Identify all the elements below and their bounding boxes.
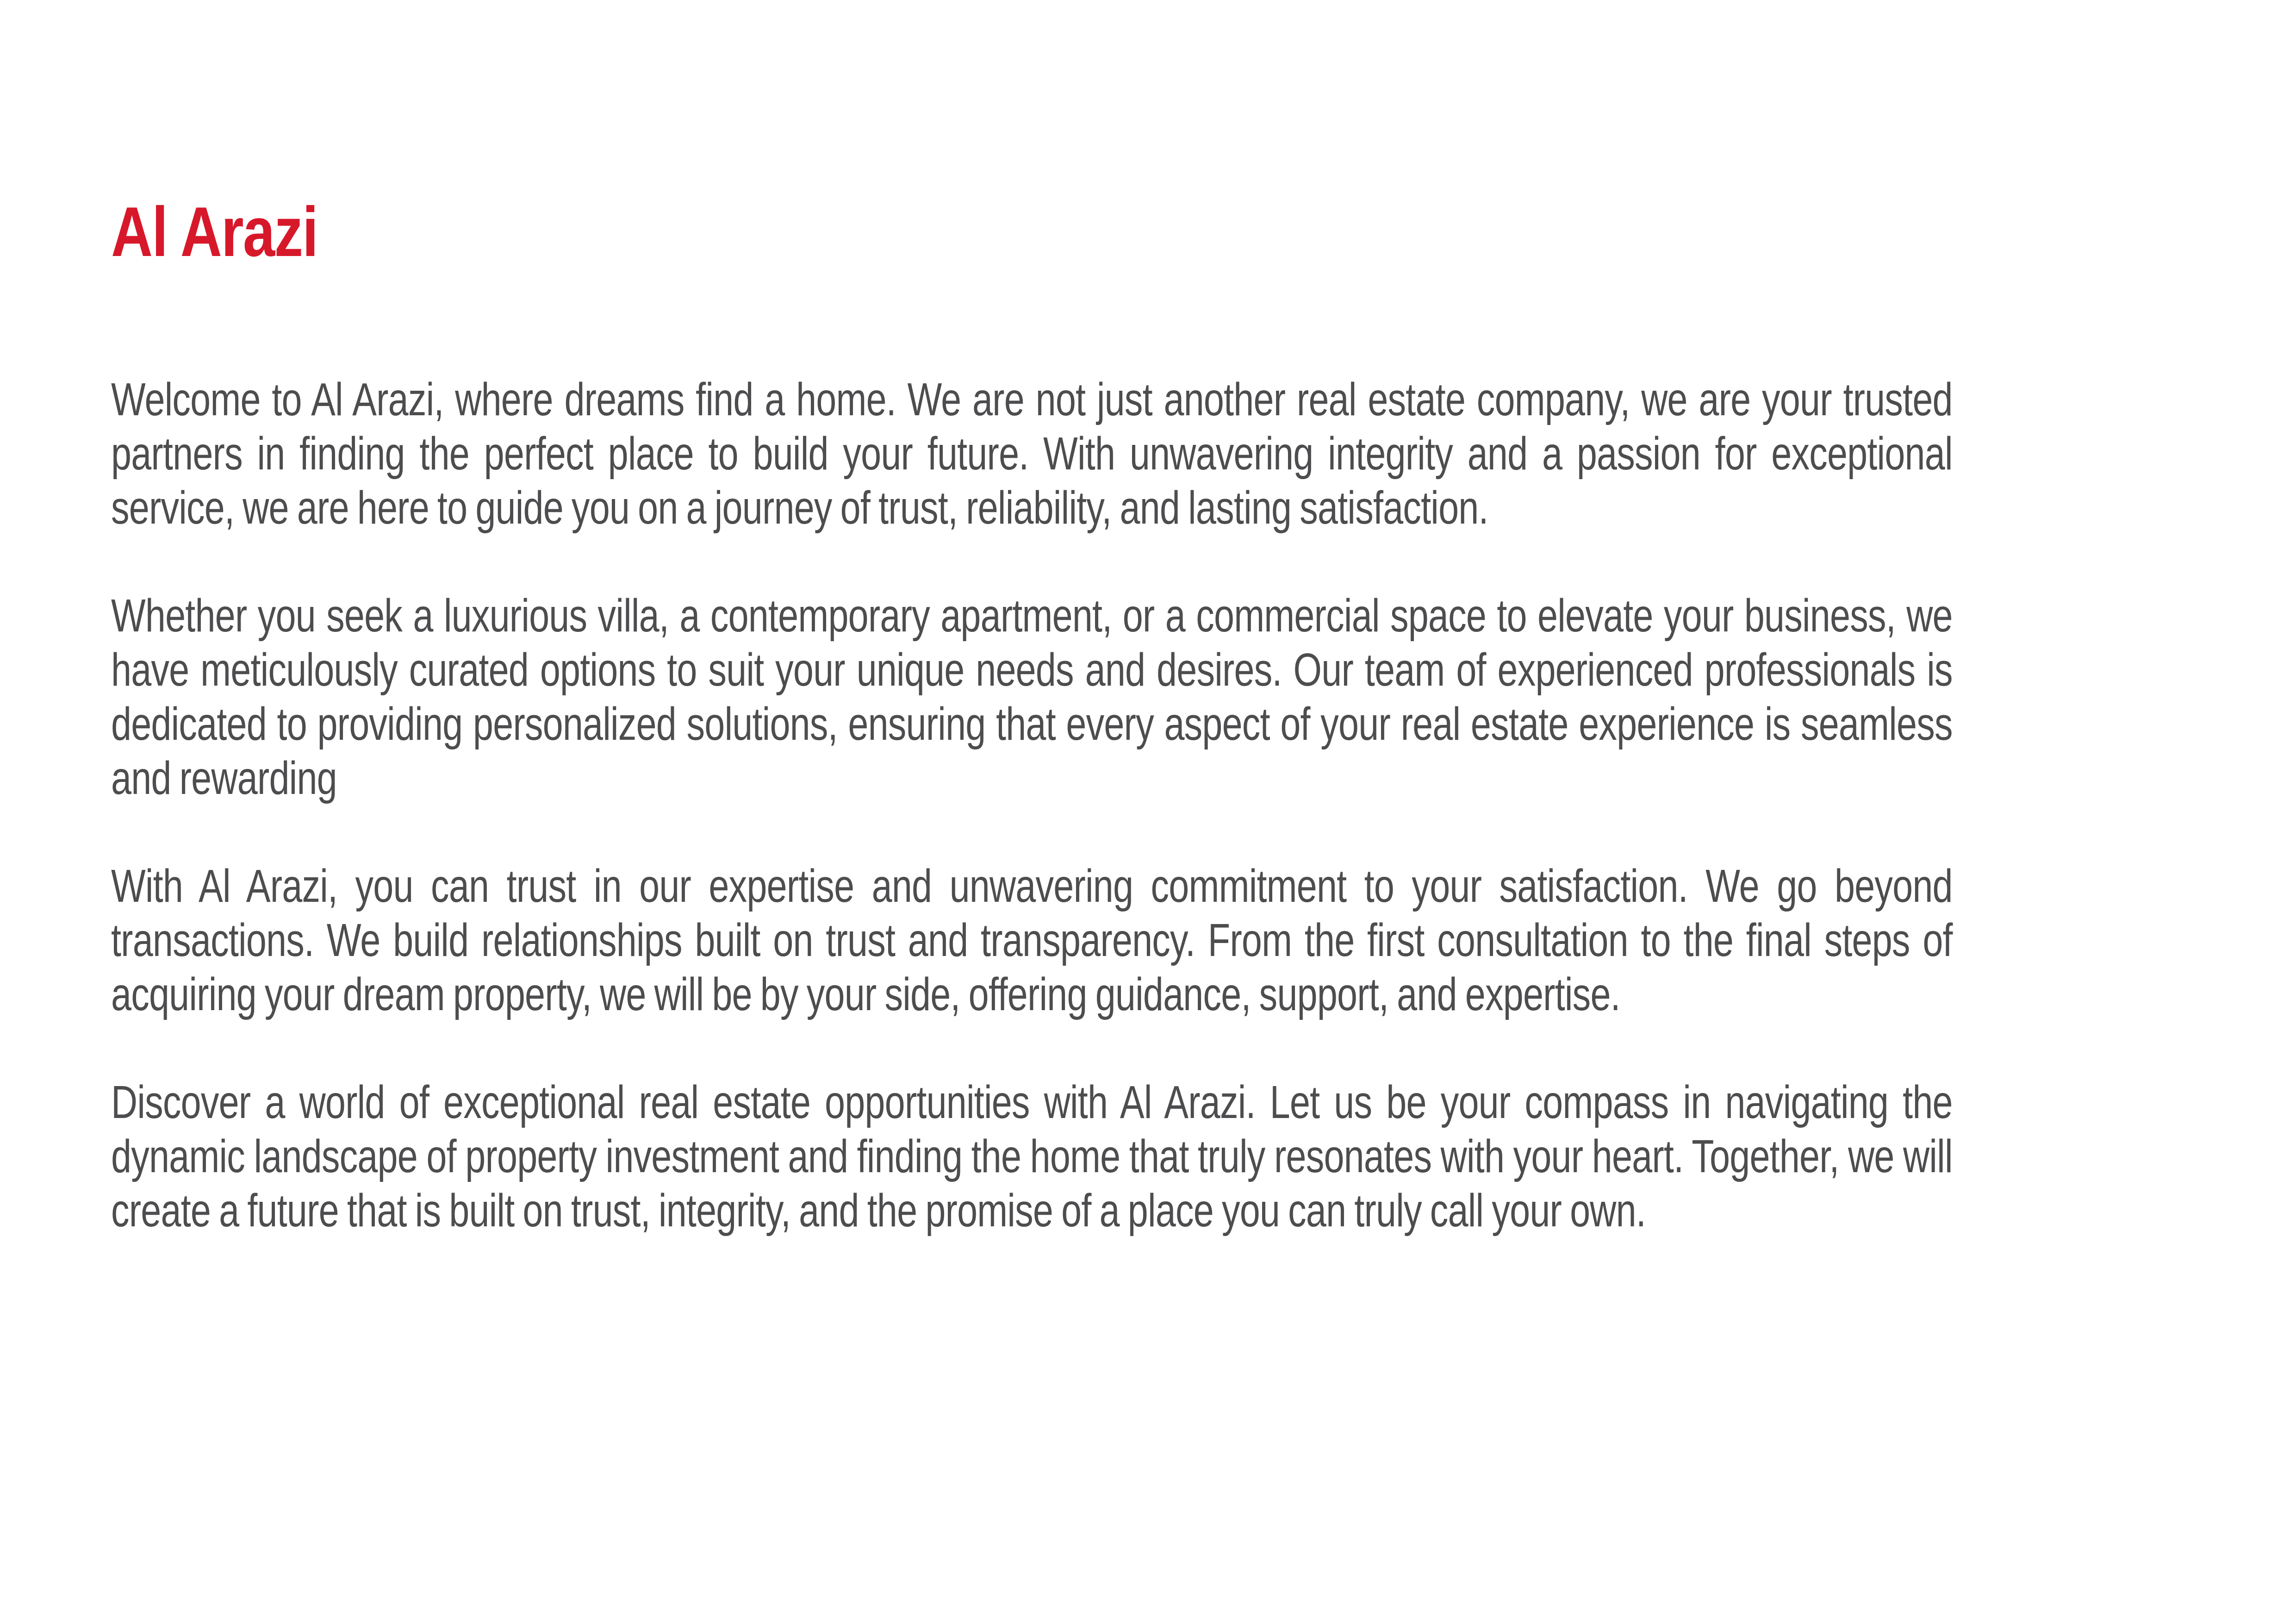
body-text bbox=[111, 373, 1953, 1292]
paragraph-discover: Discover a world of exceptional real estate opportunities with Al Arazi. Let us be your compass in navigating the dynamic landscape of property investment and finding the home that truly resonates with your heart. Together, we will create a future that is built on trust, integrity, and the promise of a place you can truly call your own. bbox=[111, 1076, 1953, 1237]
paragraph-offerings: Whether you seek a luxurious villa, a contemporary apartment, or a commercial space to elevate your business, we have meticulously curated options to suit your unique needs and desires. Our team of experienced professionals is dedicated to providing personalized solutions, ensuring that every aspect of your real estate experience is seamless and rewarding bbox=[111, 590, 1953, 804]
paragraph-welcome: Welcome to Al Arazi, where dreams find a home. We are not just another real estate company, we are your trusted partners in finding the perfect place to build your future. With unwavering integrity and a passion for exceptional service, we are here to guide you on a journey of trust, reliability, and lasting satisfaction. bbox=[111, 374, 1953, 534]
page-title: Al Arazi bbox=[111, 193, 318, 271]
paragraph-commitment: With Al Arazi, you can trust in our expertise and unwavering commitment to your satisfaction. We go beyond transactions. We build relationships built on trust and transparency. From the first consultation to the final steps of acquiring your dream property, we will be by your side, offering guidance, support, and expertise. bbox=[111, 860, 1953, 1020]
